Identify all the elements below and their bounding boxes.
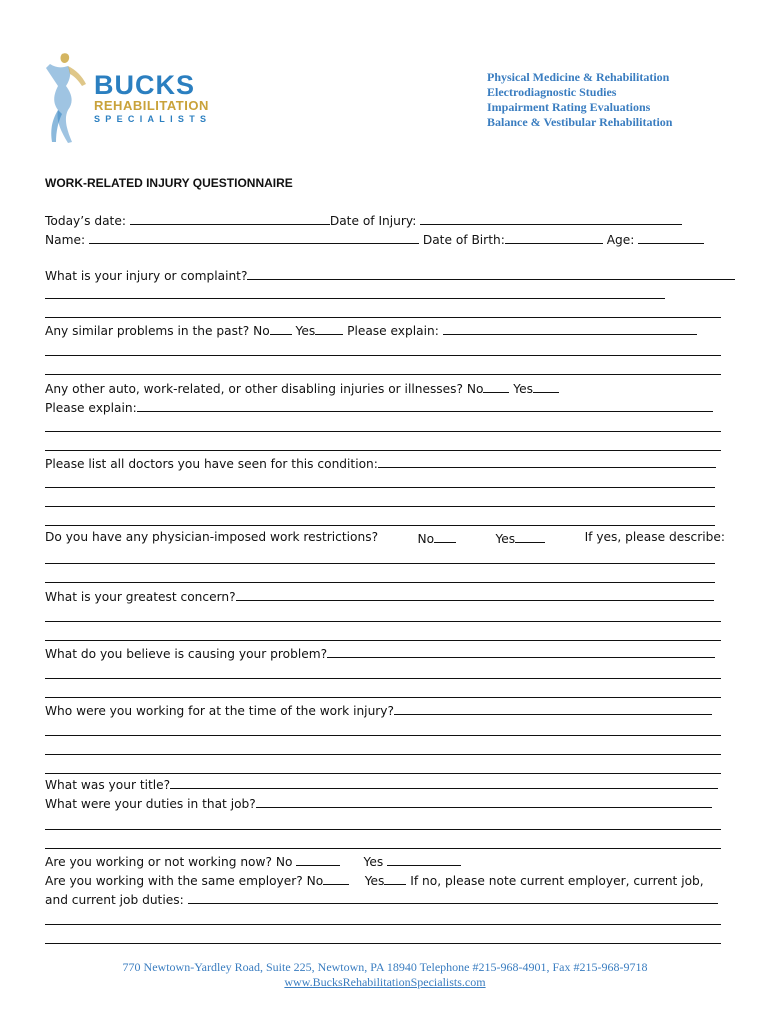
company-logo (42, 50, 212, 146)
answer-line[interactable] (45, 582, 715, 583)
duties-label: What were your duties in that job? (45, 797, 256, 811)
similar-problems-question (45, 322, 697, 338)
current-duties-field[interactable] (188, 891, 718, 904)
service-item: Balance & Vestibular Rehabilitation (487, 115, 673, 129)
duties-question (45, 795, 712, 811)
restrictions-describe-label: If yes, please describe: (584, 530, 725, 544)
name-label: Name: (45, 233, 86, 247)
other-yes-field[interactable] (533, 380, 559, 393)
logo-name-rehabilitation: REHABILITATION (94, 98, 209, 113)
date-of-injury-field[interactable] (420, 212, 682, 225)
service-item: Physical Medicine & Rehabilitation (487, 70, 670, 84)
answer-line[interactable] (45, 848, 721, 849)
cause-question (45, 645, 715, 661)
answer-line[interactable] (45, 506, 715, 507)
doctors-label: Please list all doctors you have seen for this condition: (45, 457, 378, 471)
human-figure-logo-icon (42, 50, 94, 146)
working-now-no-field[interactable] (296, 853, 340, 866)
answer-line[interactable] (45, 678, 721, 679)
injury-label: What is your injury or complaint? (45, 269, 248, 283)
similar-explain-field[interactable] (443, 322, 697, 335)
answer-line[interactable] (45, 640, 721, 641)
other-no-field[interactable] (483, 380, 509, 393)
same-yes-label: Yes (364, 874, 385, 888)
date-of-birth-field[interactable] (505, 231, 603, 244)
answer-line[interactable] (45, 735, 721, 736)
age-field[interactable] (638, 231, 704, 244)
restrictions-question (45, 530, 725, 546)
services-list (487, 70, 672, 130)
restrictions-no-label: No (417, 532, 435, 546)
answer-line[interactable] (45, 943, 721, 944)
concern-field[interactable] (236, 588, 714, 601)
similar-explain-label: Please explain: (347, 324, 439, 338)
working-now-yes-label: Yes (363, 855, 384, 869)
logo-name-specialists: SPECIALISTS (94, 114, 212, 124)
todays-date-label: Today’s date: (45, 214, 126, 228)
answer-line[interactable] (45, 829, 721, 830)
footer (0, 960, 770, 990)
similar-no-field[interactable] (270, 322, 292, 335)
same-yes-field[interactable] (384, 872, 406, 885)
age-label: Age: (606, 233, 635, 247)
restrictions-yes-field[interactable] (515, 530, 545, 543)
same-employer-label: Are you working with the same employer? (45, 874, 303, 888)
other-no-label: No (466, 382, 484, 396)
job-title-question (45, 776, 718, 792)
other-yes-label: Yes (513, 382, 533, 396)
answer-line[interactable] (45, 374, 721, 375)
service-item: Electrodiagnostic Studies (487, 85, 617, 99)
doctors-field[interactable] (378, 455, 716, 468)
injury-field[interactable] (247, 267, 735, 280)
other-explain-row (45, 399, 713, 415)
answer-line[interactable] (45, 355, 721, 356)
duties-field[interactable] (256, 795, 712, 808)
date-of-injury-label: Date of Injury: (329, 214, 417, 228)
answer-line[interactable] (45, 773, 721, 774)
name-row (45, 231, 704, 247)
footer-address: 770 Newtown-Yardley Road, Suite 225, Newtown, PA 18940 Telephone #215-968-4901, Fax #215-968-9718 (122, 960, 648, 974)
working-now-no-label: No (275, 855, 293, 869)
date-row (45, 212, 682, 228)
concern-label: What is your greatest concern? (45, 590, 236, 604)
employer-field[interactable] (394, 702, 712, 715)
cause-field[interactable] (327, 645, 715, 658)
logo-name-bucks: BUCKS (94, 70, 196, 100)
job-title-field[interactable] (170, 776, 718, 789)
answer-line[interactable] (45, 621, 721, 622)
same-no-field[interactable] (323, 872, 349, 885)
working-now-label: Are you working or not working now? (45, 855, 272, 869)
cause-label: What do you believe is causing your problem? (45, 647, 328, 661)
form-title: WORK-RELATED INJURY QUESTIONNAIRE (45, 176, 293, 190)
similar-yes-field[interactable] (315, 322, 343, 335)
name-field[interactable] (89, 231, 419, 244)
answer-line[interactable] (45, 298, 665, 299)
todays-date-field[interactable] (130, 212, 330, 225)
same-note-label: If no, please note current employer, current job, (410, 874, 704, 888)
concern-question (45, 588, 714, 604)
service-item: Impairment Rating Evaluations (487, 100, 651, 114)
other-explain-field[interactable] (137, 399, 713, 412)
current-duties-label: and current job duties: (45, 893, 184, 907)
working-now-yes-field[interactable] (387, 853, 461, 866)
working-now-question (45, 853, 461, 869)
answer-line[interactable] (45, 487, 715, 488)
restrictions-label: Do you have any physician-imposed work restrictions? (45, 530, 379, 544)
same-no-label: No (306, 874, 324, 888)
job-title-label: What was your title? (45, 778, 171, 792)
employer-question (45, 702, 712, 718)
injury-question (45, 267, 735, 283)
other-injuries-label: Any other auto, work-related, or other disabling injuries or illnesses? (45, 382, 463, 396)
answer-line[interactable] (45, 563, 715, 564)
answer-line[interactable] (45, 924, 721, 925)
similar-no-label: No (253, 324, 270, 338)
answer-line[interactable] (45, 525, 715, 526)
restrictions-no-field[interactable] (434, 530, 456, 543)
same-employer-question (45, 872, 704, 888)
answer-line[interactable] (45, 450, 721, 451)
other-injuries-question (45, 380, 559, 396)
answer-line[interactable] (45, 754, 721, 755)
doctors-question (45, 455, 716, 471)
similar-yes-label: Yes (295, 324, 316, 338)
current-duties-row (45, 891, 718, 907)
website-link[interactable]: www.BucksRehabilitationSpecialists.com (284, 975, 486, 989)
other-explain-label: Please explain: (45, 401, 137, 415)
answer-line[interactable] (45, 317, 721, 318)
answer-line[interactable] (45, 431, 721, 432)
date-of-birth-label: Date of Birth: (422, 233, 505, 247)
restrictions-yes-label: Yes (495, 532, 516, 546)
employer-label: Who were you working for at the time of the work injury? (45, 704, 394, 718)
similar-label: Any similar problems in the past? (45, 324, 250, 338)
answer-line[interactable] (45, 697, 721, 698)
